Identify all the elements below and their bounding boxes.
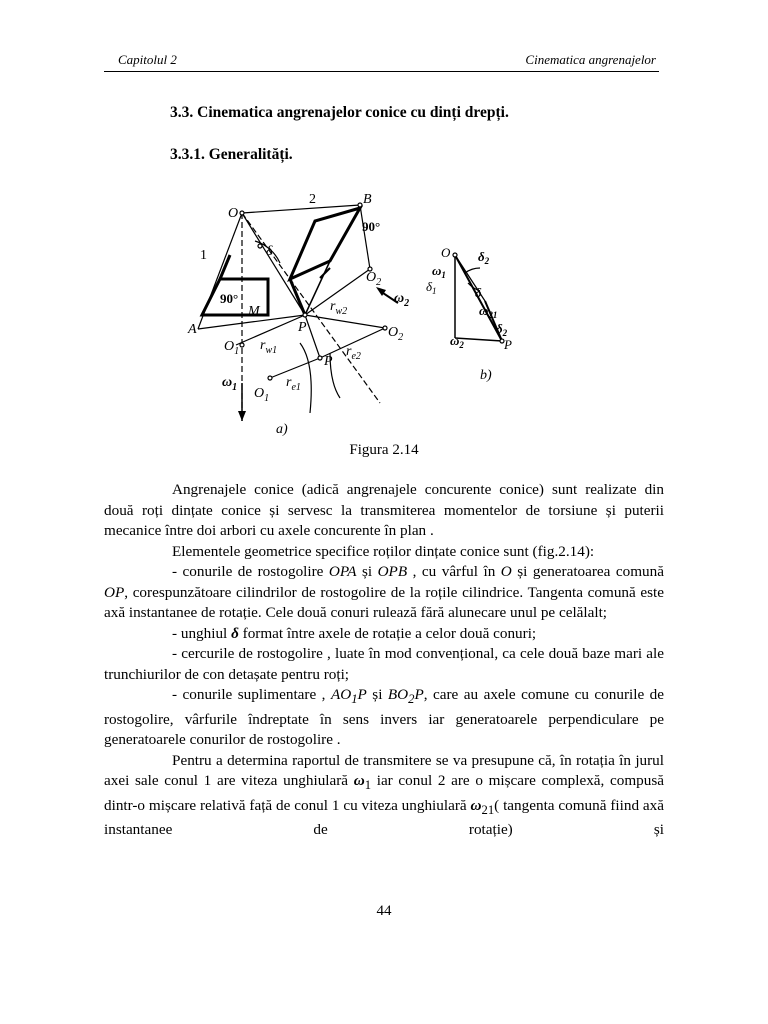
label-re1: $r_{e1}$ (286, 375, 301, 393)
running-header-chapter: Capitolul 2 (118, 52, 177, 67)
b-label-omega2: $\omega_2$ (450, 333, 464, 350)
paragraph-1: Angrenajele conice (adică angrenajele concurente conice) sunt realizate din două roți dințate conice și servesc la transmiterea momentelor de torsiune și puterii mecanice între doi arbori cu axele concurente în plan . (104, 481, 664, 539)
label-P-lower: P (324, 354, 333, 369)
b-label-delta2: $\delta_2$ (478, 249, 490, 266)
label-re2: $r_{e2}$ (346, 344, 361, 362)
panel-b-label: b) (480, 368, 492, 383)
b-label-delta: δ (475, 285, 482, 300)
running-header-title: Cinematica angrenajelor (525, 52, 656, 67)
label-O: O (228, 206, 239, 221)
b-label-omega1: $\omega_1$ (432, 263, 446, 280)
label-A: A (188, 322, 197, 337)
b-label-delta1: $\delta_1$ (426, 279, 437, 296)
figure-caption: Figura 2.14 (349, 442, 419, 458)
panel-a-label: a) (276, 422, 288, 437)
label-rw2: $r_{w2}$ (330, 299, 348, 317)
body-text (104, 480, 664, 841)
b-label-O: O (441, 245, 451, 260)
section-title: 3.3. Cinematica angrenajelor conice cu dinți drepți. (170, 104, 509, 121)
paragraph-5: - cercurile de rostogolire , luate în mod convențional, ca cele două baze mari ale trunchiurilor de con detașate pentru roți; (104, 645, 664, 683)
label-omega2: $\omega_2$ (394, 291, 410, 309)
label-O2: $O_2$ (366, 270, 382, 288)
label-O1-lower: $O_1$ (254, 386, 270, 404)
figure-2-14-diagram (180, 183, 510, 443)
b-label-delta2-lower: $\delta_2$ (496, 321, 508, 338)
paragraph-3: - conurile de rostogolire OPA și OPB , cu vârful în O și generatoarea comună OP, corespunzătoare cilindrilor de rostogolire de la roțile cilindrice. Tangenta comună este axă instantanee de rotație. Cele două conuri rulează fără alunecare unul pe celălalt; (104, 563, 664, 621)
paragraph-7: Pentru a determina raportul de transmitere se va presupune că, în rotația în jurul axei sale conul 1 are viteza unghiulară $\omega_1$ iar conul 2 are o mișcare complexă, compusă dintr-o mișcare relativă față de conul 1 cu viteza unghiulară $\omega_{21}$( tangenta comună fiind axă instantanee de rotație) și (104, 751, 664, 839)
label-O2-lower: $O_2$ (388, 325, 404, 343)
paragraph-2: Elementele geometrice specifice roților dințate conice sunt (fig.2.14): (172, 542, 595, 560)
header-rule (104, 71, 659, 72)
label-B: B (363, 192, 372, 207)
paragraph-4: - unghiul δ format între axele de rotație a celor două conuri; (172, 624, 537, 642)
label-P: P (298, 320, 307, 335)
label-angle-90-left: 90° (220, 291, 239, 306)
label-rw1: $r_{w1}$ (260, 338, 278, 356)
label-M: M (248, 304, 260, 319)
b-label-omega21: $\omega_{21}$ (479, 303, 498, 320)
subsection-title: 3.3.1. Generalități. (170, 146, 293, 163)
panel-b-labels (426, 245, 512, 383)
label-O1: $O_1$ (224, 339, 240, 357)
b-label-P: P (504, 337, 512, 352)
paragraph-6: - conurile suplimentare , $AO_1P$ și $BO_2P$, care au axele comune cu conurile de rostogolire, vârfurile îndreptate în sens invers iar generatoarele perpendiculare pe generatoarele conurilor de rostogolire . (104, 686, 664, 749)
label-omega1: $\omega_1$ (222, 375, 238, 393)
label-wheel-1: 1 (200, 248, 207, 263)
label-delta: δ (266, 244, 273, 259)
label-wheel-2: 2 (309, 192, 316, 207)
page-number: 44 (376, 903, 392, 919)
label-angle-90-right: 90° (362, 219, 381, 234)
